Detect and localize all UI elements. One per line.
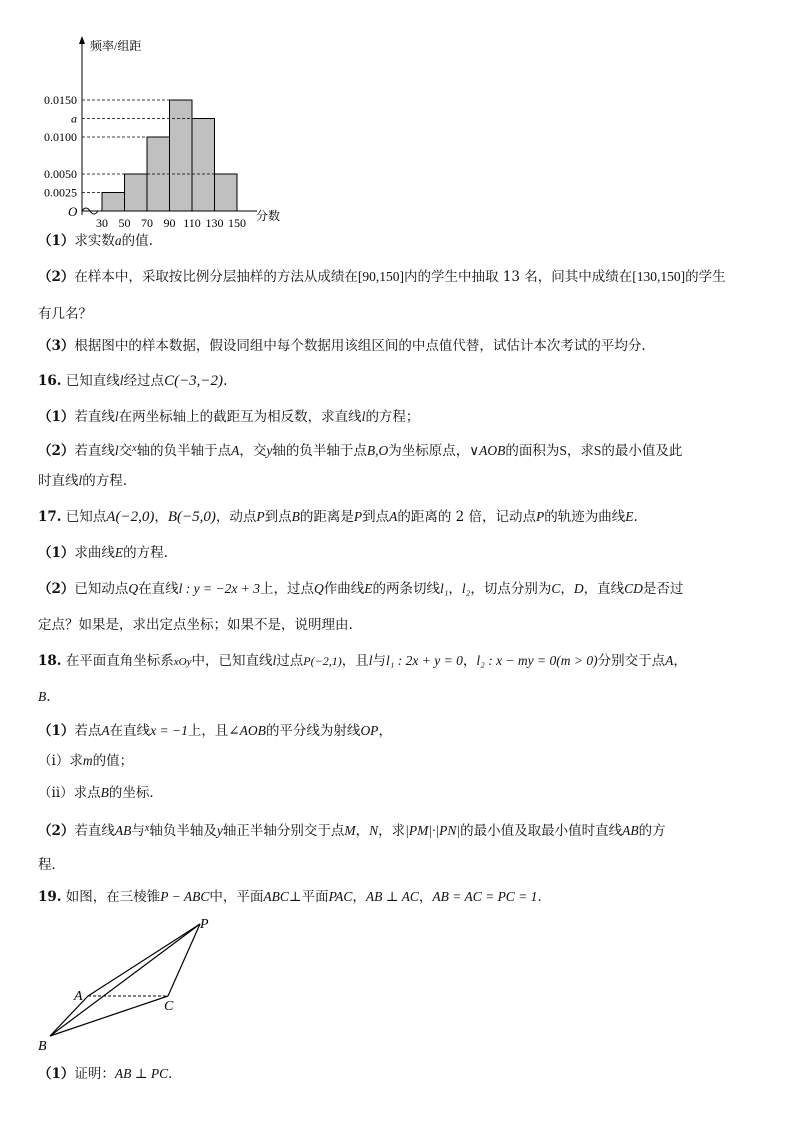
y-tick-label: 0.0100 (44, 130, 77, 144)
edge-AP (88, 924, 200, 996)
y-tick-label: 0.0025 (44, 185, 77, 200)
q15-part2: （2）在样本中，采取按比例分层抽样的方法从成绩在[90,150]内的学生中抽取 13 名，问其中成绩在[130,150]的学生 (38, 269, 726, 285)
origin-label: O (68, 204, 78, 219)
q17-part2: （2）已知动点Q在直线l : y = −2x + 3上，过点Q作曲线E的两条切线l₁，l₂，切点分别为C，D，直线CD是否过 (38, 581, 684, 597)
histogram-bar (192, 119, 215, 212)
label-C: C (164, 999, 174, 1014)
y-tick-label: 0.0150 (44, 93, 77, 107)
q18-part1-ii: （ⅱ）求点B的坐标． (38, 785, 163, 801)
x-axis-label: 分数 (256, 209, 281, 223)
y-axis-label: 频率/组距 (90, 39, 142, 53)
pyramid-figure (30, 912, 230, 1052)
label-A: A (74, 989, 83, 1004)
histogram-bar (125, 174, 148, 211)
q15-part2-cont: 有几名？ (38, 306, 92, 322)
q16-part2-cont: 时直线l的方程. (38, 473, 128, 489)
q18-stem: 18. 在平面直角坐标系xOy中，已知直线l过点P(−2,1)，且l与l₁ : 2x + y = 0，l₂ : x − my = 0(m > 0)分别交于点A， (38, 653, 687, 669)
q15-part1: （1）求实数a的值. (38, 233, 153, 249)
q18-part1-i: （ⅰ）求m的值； (38, 753, 134, 769)
q19-stem: 19. 如图，在三棱锥P − ABC中，平面ABC⊥平面PAC，AB ⊥ AC，AB = AC = PC = 1． (38, 889, 551, 905)
histogram-bar (170, 100, 193, 211)
q15-part3: （3）根据图中的样本数据，假设同组中每个数据用该组区间的中点值代替，试估计本次考试的平均分. (38, 338, 646, 354)
q18-stem-cont: B. (38, 689, 51, 705)
x-tick-label: 50 (118, 216, 131, 230)
edge-BP (50, 924, 200, 1036)
y-tick-label: 0.0050 (44, 167, 77, 181)
q18-part1: （1）若点A在直线x = −1上，且∠AOB的平分线为射线OP， (38, 723, 392, 739)
x-tick-label: 110 (183, 216, 201, 230)
label-P: P (200, 917, 209, 932)
q17-part1: （1）求曲线E的方程. (38, 545, 168, 561)
y-tick-label: a (71, 111, 77, 126)
label-B: B (38, 1039, 47, 1052)
edge-BC (50, 996, 168, 1036)
q19-part1: （1）证明：AB ⊥ PC． (38, 1066, 182, 1082)
q16-stem: 16. 已知直线l经过点C(−3,−2). (38, 373, 228, 389)
q17-stem: 17. 已知点A(−2,0)，B(−5,0)，动点P到点B的距离是P到点A的距离的 2 倍，记动点P的轨迹为曲线E. (38, 509, 638, 525)
q18-part2-cont: 程． (38, 857, 65, 873)
q16-part1: （1）若直线l在两坐标轴上的截距互为相反数，求直线l的方程； (38, 409, 420, 425)
histogram-bar (102, 193, 125, 212)
x-tick-label: 70 (141, 216, 153, 230)
x-tick-label: 90 (163, 216, 176, 230)
frequency-histogram (30, 30, 330, 255)
histogram-bar (215, 174, 238, 211)
x-tick-label: 150 (228, 216, 246, 230)
q16-part2: （2）若直线l交$^x$轴的负半轴于点A，交y轴的负半轴于点B,O为坐标原点，∨AOB的面积为S，求S的最小值及此 (38, 443, 683, 459)
x-tick-label: 30 (96, 216, 108, 230)
x-tick-label: 130 (205, 216, 224, 230)
y-axis-arrow-icon (79, 36, 85, 44)
q18-part2: （2）若直线AB与$^x$轴负半轴及y轴正半轴分别交于点M，N，求|PM|·|PN|的最小值及取最小值时直线AB的方 (38, 823, 666, 839)
q17-part2-cont: 定点？如果是，求出定点坐标；如果不是，说明理由. (38, 617, 353, 633)
